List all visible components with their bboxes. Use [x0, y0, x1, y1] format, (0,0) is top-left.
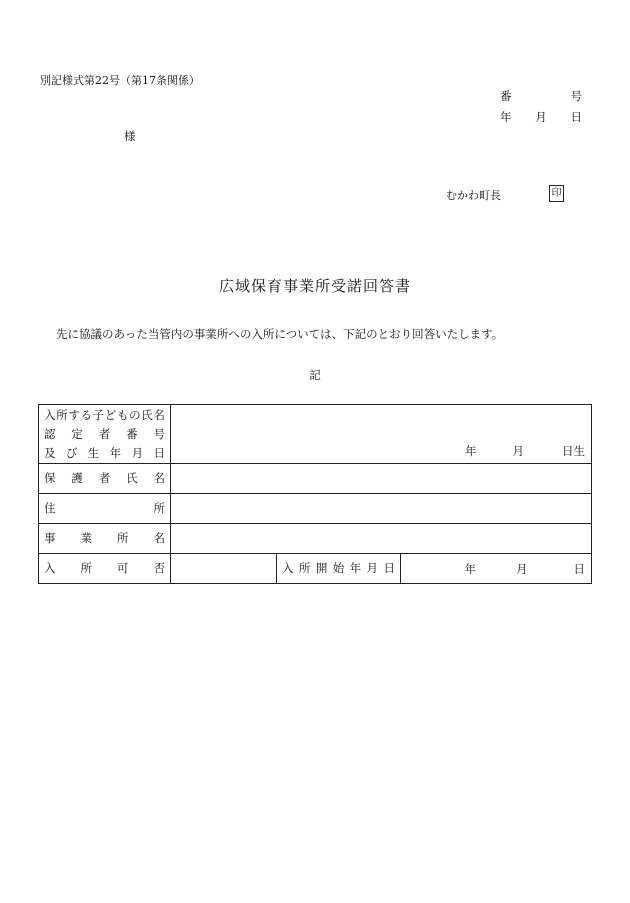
recipient-honorific: 様 — [124, 129, 136, 143]
admission-label: 入 所 可 否 — [39, 554, 171, 584]
address-label: 住 所 — [39, 494, 171, 524]
address-row — [39, 494, 592, 524]
admission-value-cell[interactable] — [171, 554, 277, 584]
document-number: 番 号 — [500, 89, 582, 103]
child-row — [39, 405, 592, 464]
address-value-cell[interactable] — [171, 494, 592, 524]
start-date-label: 入 所 開 始 年 月 日 — [277, 554, 401, 584]
birthdate-label: 及 び 生 年 月 日 — [44, 445, 165, 460]
facility-row — [39, 524, 592, 554]
document-title: 広域保育事業所受諾回答書 — [218, 277, 411, 295]
birthdate-value: 年 月 日生 — [465, 444, 586, 458]
document-date: 年 月 日 — [500, 110, 582, 124]
child-label — [39, 405, 171, 464]
cert-number-label: 認 定 者 番 号 — [44, 426, 165, 441]
seal-stamp: 印 — [549, 185, 564, 202]
facility-label: 事 業 所 名 — [39, 524, 171, 554]
ki-heading: 記 — [309, 368, 321, 382]
body-text: 先に協議のあった当管内の事業所への入所については、下記のとおり回答いたします。 — [56, 327, 504, 341]
form-number-label: 別記様式第22号（第17条関係） — [40, 74, 200, 87]
issuer-name: むかわ町長 — [446, 189, 501, 202]
guardian-value-cell[interactable] — [171, 464, 592, 494]
child-value-cell[interactable] — [171, 405, 592, 464]
answer-table — [38, 404, 592, 584]
child-name-label: 入 所 す る 子 ど も の 氏 名 — [44, 407, 165, 422]
guardian-row — [39, 464, 592, 494]
facility-value-cell[interactable] — [171, 524, 592, 554]
start-date-value-cell[interactable]: 年 月 日 — [401, 554, 592, 584]
admission-row — [39, 554, 592, 584]
guardian-label: 保 護 者 氏 名 — [39, 464, 171, 494]
